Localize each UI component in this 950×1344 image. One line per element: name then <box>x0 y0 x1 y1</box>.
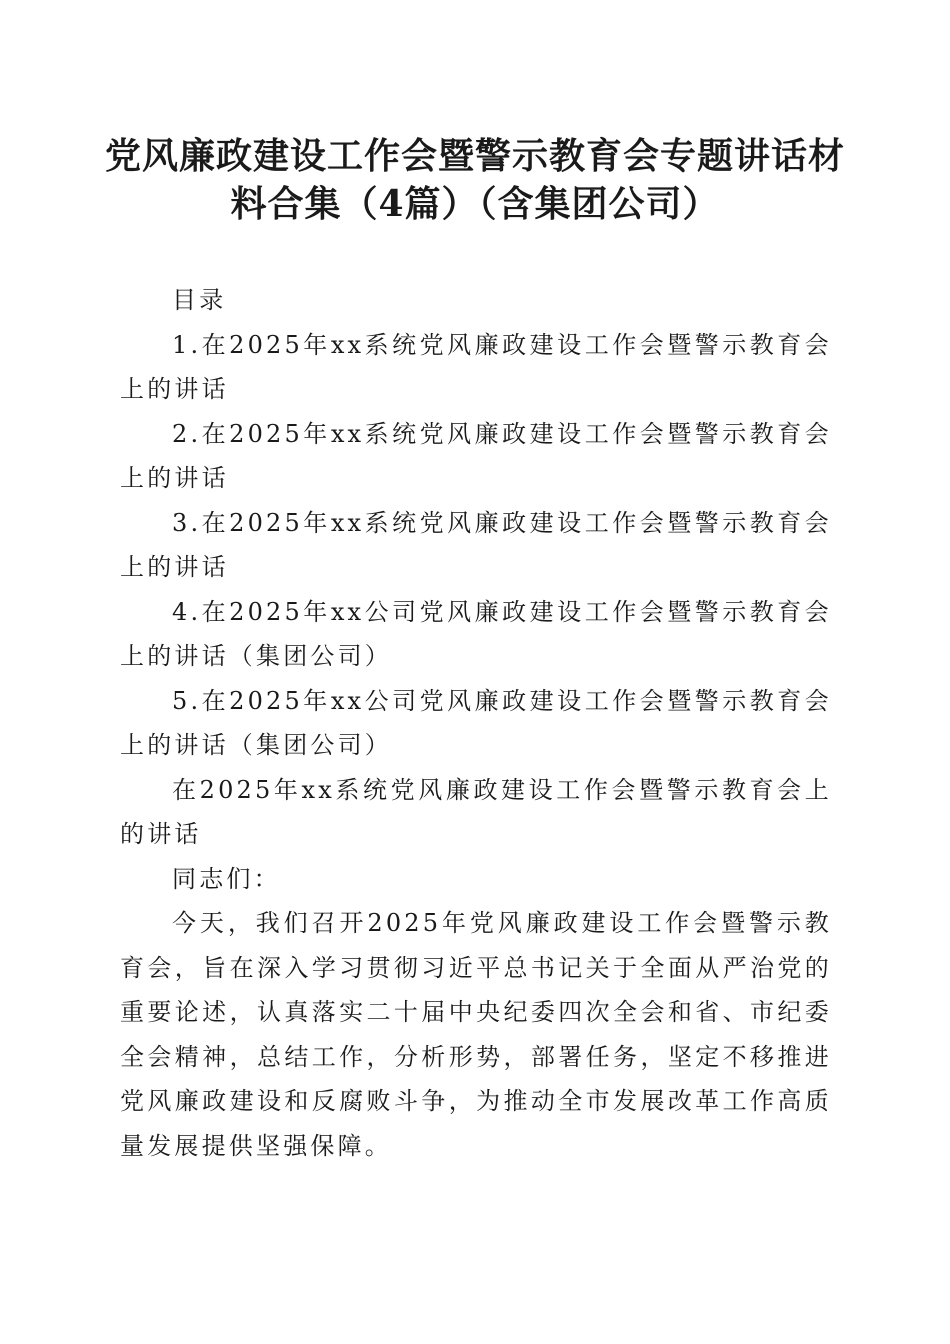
speech-paragraph: 今天，我们召开2025年党风廉政建设工作会暨警示教育会，旨在深入学习贯彻习近平总书记关于全面从严治党的重要论述，认真落实二十届中央纪委四次全会和省、市纪委全会精神，总结工作，分析形势，部署任务，坚定不移推进党风廉政建设和反腐败斗争，为推动全市发展改革工作高质量发展提供坚强保障。 <box>120 909 832 1160</box>
document-body <box>120 278 832 1168</box>
speech-title: 在2025年xx系统党风廉政建设工作会暨警示教育会上的讲话 <box>120 775 832 848</box>
document-title <box>100 132 850 228</box>
toc-item-5: 5.在2025年xx公司党风廉政建设工作会暨警示教育会上的讲话（集团公司） <box>120 686 832 759</box>
document-title-line-1: 党风廉政建设工作会暨警示教育会专题讲话材 <box>104 135 845 177</box>
document-title-line-2: 料合集（4篇）（含集团公司） <box>230 183 720 225</box>
toc-heading: 目录 <box>172 286 227 314</box>
speech-salutation: 同志们： <box>172 864 281 893</box>
toc-item-2: 2.在2025年xx系统党风廉政建设工作会暨警示教育会上的讲话 <box>120 419 832 492</box>
toc-item-1: 1.在2025年xx系统党风廉政建设工作会暨警示教育会上的讲话 <box>120 330 832 403</box>
toc-item-3: 3.在2025年xx系统党风廉政建设工作会暨警示教育会上的讲话 <box>120 508 832 581</box>
toc-item-4: 4.在2025年xx公司党风廉政建设工作会暨警示教育会上的讲话（集团公司） <box>120 597 832 670</box>
